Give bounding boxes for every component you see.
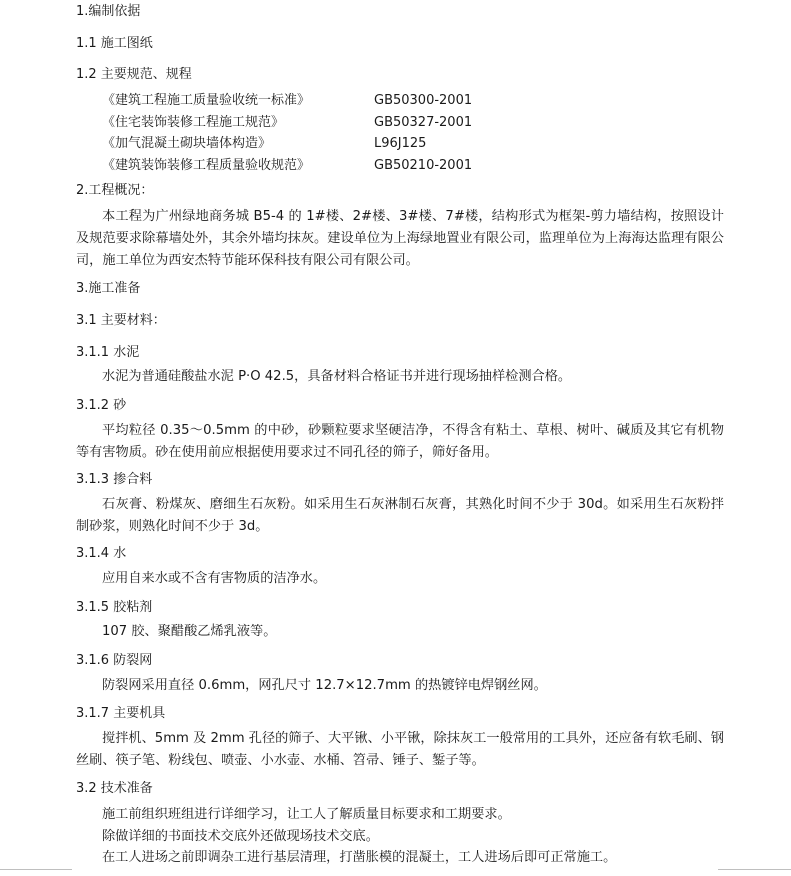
standard-code: L96J125 (374, 136, 427, 151)
heading-3-2: 3.2 技术准备 (76, 781, 153, 796)
standard-code: GB50210-2001 (374, 158, 473, 173)
page-bottom-edge-right (718, 869, 791, 876)
tech-line: 在工人进场之前即调杂工进行基层清理，打凿胀模的混凝土，工人进场后即可正常施工。 (102, 850, 617, 865)
tech-line: 施工前组织班组进行详细学习，让工人了解质量目标要求和工期要求。 (102, 807, 511, 822)
heading-3-1-5: 3.1.5 胶粘剂 (76, 600, 153, 615)
standard-name: 《建筑装饰装修工程质量验收规范》 (102, 158, 311, 173)
standard-row (102, 136, 427, 152)
overview-paragraph: 本工程为广州绿地商务城 B5-4 的 1#楼、2#楼、3#楼、7#楼，结构形式为框架-剪力墙结构，按照设计及规范要求除幕墙处外，其余外墙均抹灰。建设单位为上海绿地置业有限公司，监理单位为上海海达监理有限公司，施工单位为西安杰特节能环保科技有限公司有限公司。 (76, 209, 724, 268)
water-paragraph: 应用自来水或不含有害物质的洁净水。 (102, 571, 327, 586)
sand-paragraph: 平均粒径 0.35～0.5mm 的中砂，砂颗粒要求坚硬洁净，不得含有粘土、草根、树叶、碱质及其它有机物等有害物质。砂在使用前应根据使用要求过不同孔径的筛子，筛好备用。 (76, 423, 724, 460)
page-bottom-edge-left (0, 869, 72, 876)
heading-3-1-4: 3.1.4 水 (76, 546, 127, 561)
standard-name: 《加气混凝土砌块墙体构造》 (102, 136, 272, 151)
heading-1-2: 1.2 主要规范、规程 (76, 67, 192, 82)
standard-code: GB50300-2001 (374, 93, 473, 108)
heading-3-1-7: 3.1.7 主要机具 (76, 706, 166, 721)
standard-row (102, 93, 473, 109)
heading-1: 1.编制依据 (76, 4, 141, 19)
heading-3-1-1: 3.1.1 水泥 (76, 345, 140, 360)
cement-paragraph: 水泥为普通硅酸盐水泥 P·O 42.5，具备材料合格证书并进行现场抽样检测合格。 (102, 369, 572, 384)
standard-code: GB50327-2001 (374, 115, 473, 130)
heading-3-1-6: 3.1.6 防裂网 (76, 653, 153, 668)
admixture-paragraph: 石灰膏、粉煤灰、磨细生石灰粉。如采用生石灰淋制石灰膏，其熟化时间不少于 30d。如采用生石灰粉拌制砂浆，则熟化时间不少于 3d。 (76, 497, 724, 534)
heading-3-1-2: 3.1.2 砂 (76, 398, 127, 413)
standard-row (102, 115, 473, 131)
heading-1-1: 1.1 施工图纸 (76, 36, 153, 51)
tools-paragraph: 搅拌机、5mm 及 2mm 孔径的筛子、大平锹、小平锹，除抹灰工一般常用的工具外，还应备有软毛刷、钢丝刷、筷子笔、粉线包、喷壶、小水壶、水桶、笤帚、锤子、錾子等。 (76, 731, 724, 768)
standard-name: 《建筑工程施工质量验收统一标准》 (102, 93, 311, 108)
adhesive-paragraph: 107 胶、聚醋酸乙烯乳液等。 (102, 624, 277, 639)
heading-3-1: 3.1 主要材料： (76, 313, 166, 328)
heading-3-1-3: 3.1.3 掺合料 (76, 472, 153, 487)
tech-line: 除做详细的书面技术交底外还做现场技术交底。 (102, 829, 379, 844)
standard-name: 《住宅装饰装修工程施工规范》 (102, 115, 285, 130)
heading-2: 2.工程概况： (76, 183, 154, 198)
mesh-paragraph: 防裂网采用直径 0.6mm，网孔尺寸 12.7×12.7mm 的热镀锌电焊钢丝网。 (102, 678, 547, 693)
standard-row (102, 158, 473, 174)
heading-3: 3.施工准备 (76, 281, 141, 296)
